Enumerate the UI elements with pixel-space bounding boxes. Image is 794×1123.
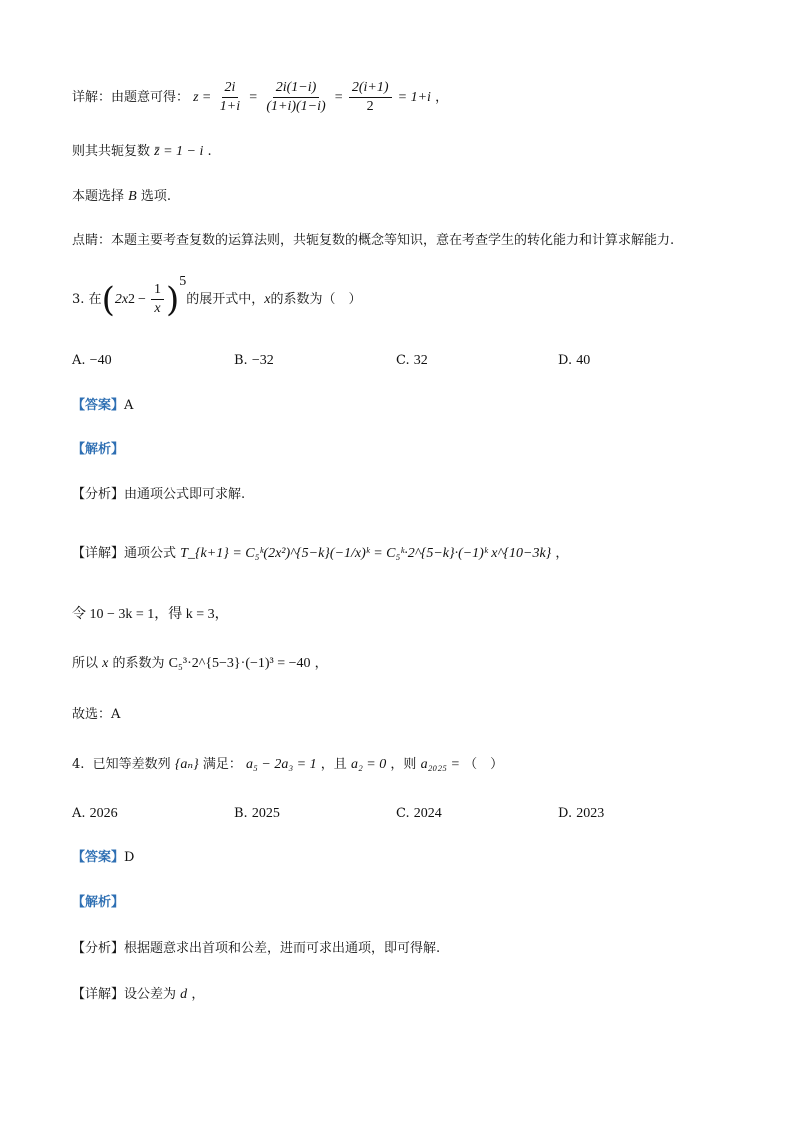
analysis-tag: 【解析】 xyxy=(72,442,125,457)
var-z: z xyxy=(193,90,199,105)
fraction-3-numerator: 2(i+1) xyxy=(349,80,392,98)
fraction-1-denominator: 1+i xyxy=(219,99,241,114)
q3-option-d[interactable] xyxy=(558,352,590,370)
q3-var: x xyxy=(264,291,271,307)
conjugate-expr: z̄ = 1 − i xyxy=(154,144,204,159)
q3-analysis xyxy=(72,441,124,459)
q3-xiangjie xyxy=(72,545,568,563)
right-paren: ) xyxy=(165,279,180,320)
q4-option-c[interactable] xyxy=(396,805,442,823)
q4-stem-e: （ ） xyxy=(464,757,504,772)
q3-stem: 3. 在 ( 2x 2 − $\frac{1}{x}$ ) 5 的展开式中， x 的系数为（ ） xyxy=(72,274,362,320)
var-d: d xyxy=(180,987,188,1002)
q3-fenxi xyxy=(72,486,245,504)
conjugate-line xyxy=(72,143,212,161)
xiangjie-prefix: 通项公式 xyxy=(124,546,177,561)
q4-number: 4. xyxy=(72,757,85,772)
fraction-3-denominator: 2 xyxy=(366,99,374,114)
option-value: 2026 xyxy=(89,806,118,821)
option-label: D. xyxy=(558,353,573,368)
option-label: C. xyxy=(396,806,410,821)
step2-mid: 的系数为 xyxy=(112,656,165,671)
option-value: 2023 xyxy=(576,806,605,821)
q4-condition-1: a₅ − 2a₃ = 1 xyxy=(246,757,317,772)
q4-stem-b: 满足： xyxy=(202,757,242,772)
q3-step1 xyxy=(72,606,229,624)
result-expr: = 1+i xyxy=(397,90,431,105)
q3-fraction xyxy=(151,282,164,317)
q4-stem-a: 已知等差数列 xyxy=(92,757,171,772)
q4-option-a[interactable] xyxy=(72,805,118,823)
fraction-3 xyxy=(349,80,392,115)
q3-text2: 的系数为（ ） xyxy=(270,291,362,307)
minus-sign: − xyxy=(138,291,146,307)
q4-stem-c: ，且 xyxy=(320,757,347,772)
left-paren: ( xyxy=(101,279,115,320)
fraction-2 xyxy=(263,80,328,115)
q3-prefix: 在 xyxy=(88,291,102,307)
q3-conclusion: 故选：A xyxy=(72,707,121,722)
option-value: 2025 xyxy=(251,806,280,821)
option-value: 32 xyxy=(413,353,428,368)
xiangjie-tag: 【详解】 xyxy=(72,987,125,1002)
option-label: A. xyxy=(72,806,86,821)
fenxi-tag: 【分析】 xyxy=(72,941,125,956)
option-value: −32 xyxy=(251,353,274,368)
fraction-1-numerator: 2i xyxy=(222,80,239,98)
q3-fraction-numerator: 1 xyxy=(151,282,164,300)
q3-step2 xyxy=(72,655,328,673)
punctuation: ， xyxy=(435,90,449,105)
q4-xiangjie xyxy=(72,986,204,1004)
option-label: C. xyxy=(396,353,410,368)
option-value: 40 xyxy=(576,353,591,368)
q3-option-a[interactable] xyxy=(72,352,112,370)
option-label: A. xyxy=(72,353,86,368)
answer-tag: 【答案】 xyxy=(72,850,125,865)
xiangjie-tag: 【详解】 xyxy=(72,546,125,561)
fenxi-text: 根据题意求出首项和公差，进而可求出通项，即可得解. xyxy=(124,941,441,956)
q3-number: 3. xyxy=(72,291,85,307)
fraction-1 xyxy=(217,80,243,115)
q4-option-b[interactable] xyxy=(234,805,280,823)
conjugate-prefix: 则其共轭复数 xyxy=(72,144,151,159)
q3-answer xyxy=(72,397,133,415)
option-value: −40 xyxy=(89,353,112,368)
analysis-tag: 【解析】 xyxy=(72,895,125,910)
fenxi-tag: 【分析】 xyxy=(72,487,125,502)
q4-answer xyxy=(72,849,134,867)
step2-expr: C₅³·2^{5−3}·(−1)³ = −40 xyxy=(168,656,311,671)
q4-analysis xyxy=(72,894,124,912)
answer-tag: 【答案】 xyxy=(72,398,125,413)
q3-fraction-denominator: x xyxy=(154,301,161,316)
punctuation: . xyxy=(207,144,212,159)
xiangjie-text: 设公差为 xyxy=(124,987,177,1002)
general-term-formula: T_{k+1} = C₅ᵏ(2x²)^{5−k}(−1/x)ᵏ = C₅ᵏ·2^{5−k}·(−1)ᵏ x^{10−3k} xyxy=(180,546,552,561)
detail-intro xyxy=(72,80,448,115)
q4-stem-d: ，则 xyxy=(390,757,417,772)
step2-var: x xyxy=(102,656,109,671)
q4-stem xyxy=(72,756,503,774)
q4-sequence: {aₙ} xyxy=(174,757,199,772)
option-value: 2024 xyxy=(413,806,442,821)
option-label: B. xyxy=(234,353,248,368)
q4-fenxi xyxy=(72,940,440,958)
equals-sign: = xyxy=(334,90,343,105)
step2-prefix: 所以 xyxy=(72,656,99,671)
q3-base: 2x xyxy=(114,291,129,307)
step1-text: 令 10 − 3k = 1，得 k = 3， xyxy=(72,607,229,622)
q4-option-d[interactable] xyxy=(558,805,604,823)
q4-target: a₂₀₂₅ = xyxy=(420,757,460,772)
punctuation: ， xyxy=(191,987,205,1002)
fenxi-text: 由通项公式即可求解. xyxy=(124,487,246,502)
choose-prefix: 本题选择 xyxy=(72,189,125,204)
answer-value: A xyxy=(124,398,134,413)
q3-option-c[interactable] xyxy=(396,352,428,370)
detail-intro-label: 详解：由题意可得： xyxy=(72,90,190,105)
q4-condition-2: a₂ = 0 xyxy=(350,757,387,772)
choose-letter: B xyxy=(128,189,137,204)
punctuation: ， xyxy=(314,656,328,671)
q3-option-b[interactable] xyxy=(234,352,274,370)
fraction-2-numerator: 2i(1−i) xyxy=(273,80,320,98)
comment-line: 点睛：本题主要考查复数的运算法则，共轭复数的概念等知识，意在考查学生的转化能力和计算求解能力. xyxy=(72,233,675,248)
choose-b-line xyxy=(72,188,171,206)
equals-sign: = xyxy=(202,90,211,105)
answer-value: D xyxy=(124,850,135,865)
option-label: D. xyxy=(558,806,573,821)
option-label: B. xyxy=(234,806,248,821)
choose-suffix: 选项. xyxy=(140,189,171,204)
fraction-2-denominator: (1+i)(1−i) xyxy=(266,99,326,114)
punctuation: ， xyxy=(555,546,569,561)
equals-sign: = xyxy=(249,90,258,105)
q3-text: 的展开式中， xyxy=(186,291,265,307)
